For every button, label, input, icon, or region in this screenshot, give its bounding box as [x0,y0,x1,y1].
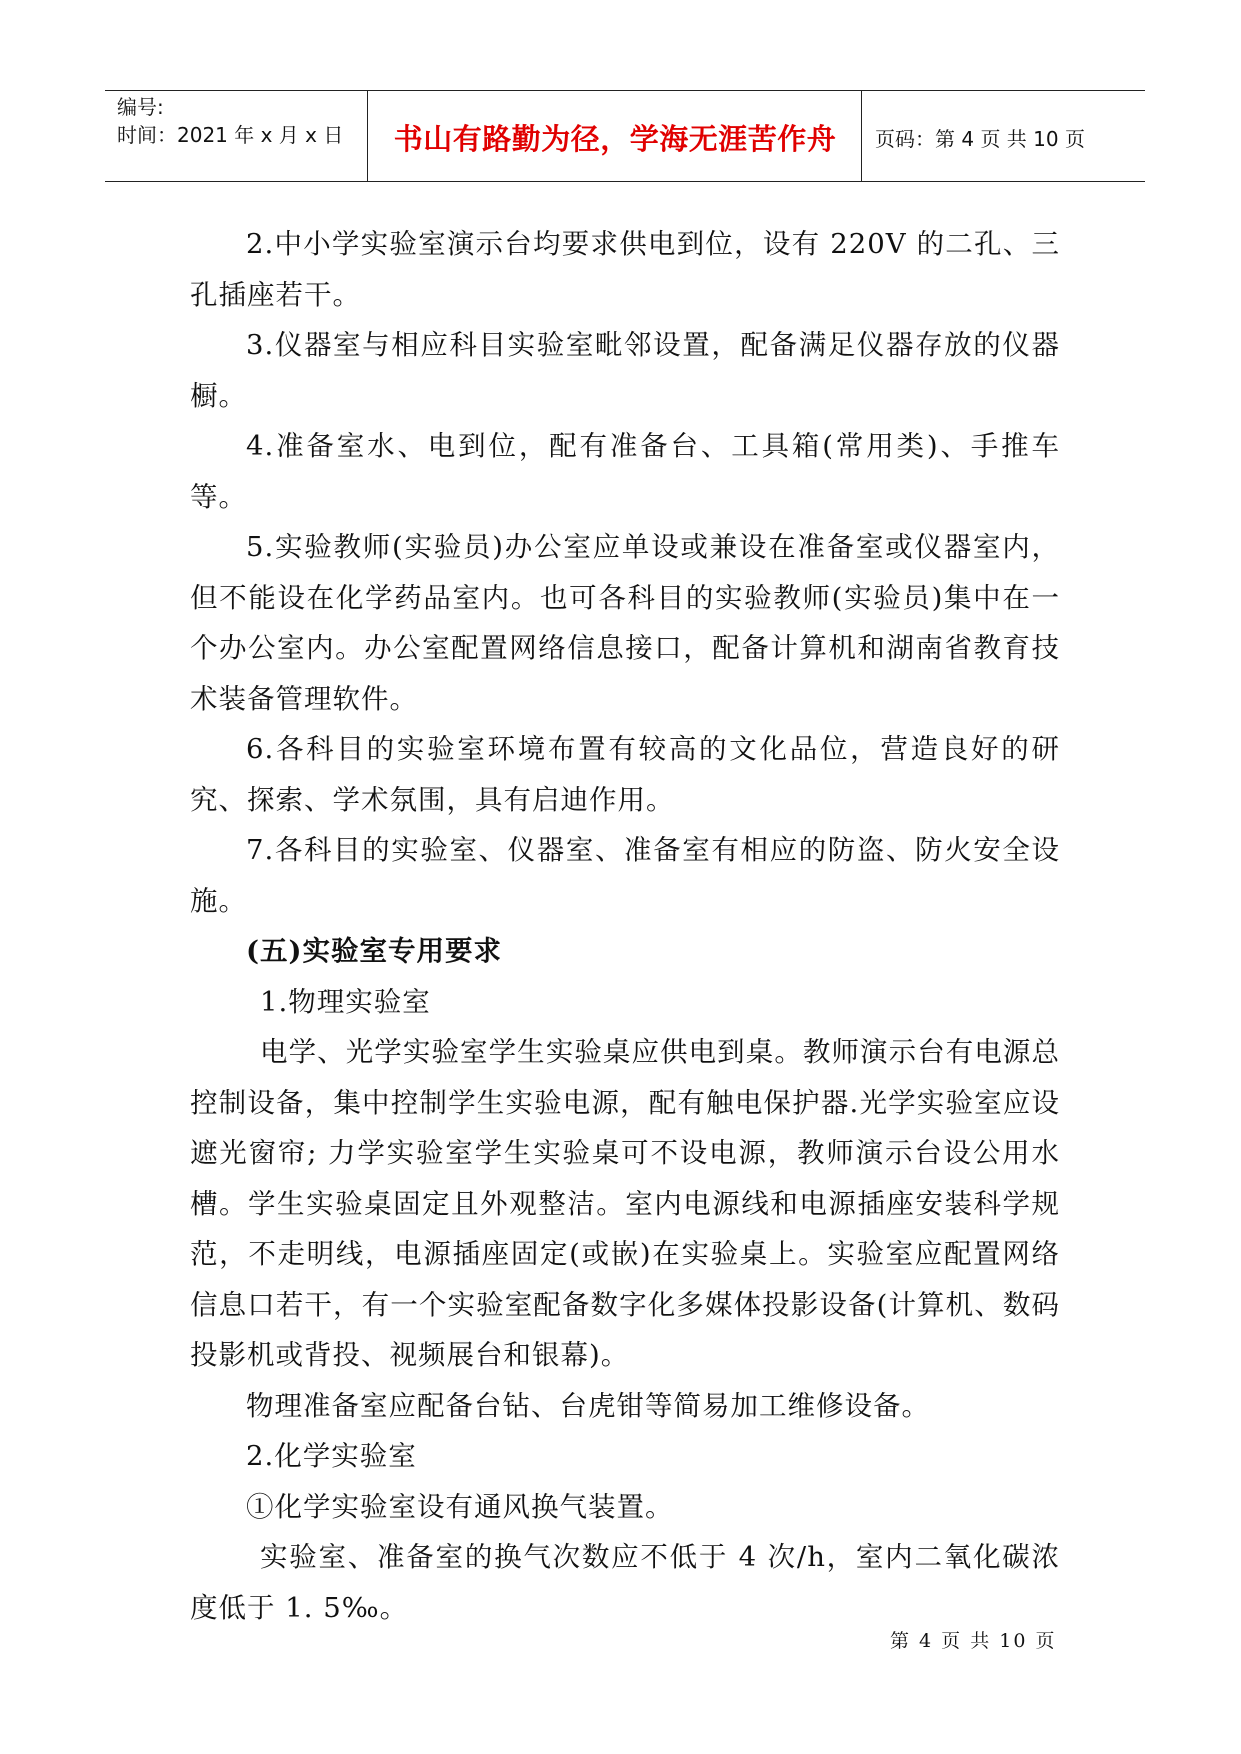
document-number-label: 编号: [117,95,164,119]
paragraph: 物理准备室应配备台钻、台虎钳等简易加工维修设备。 [246,1389,930,1422]
paragraph: 3.仪器室与相应科目实验室毗邻设置，配备满足仪器存放的仪器橱。 [190,329,1060,412]
subsection-heading: 1.物理实验室 [260,985,431,1018]
paragraph: ①化学实验室设有通风换气装置。 [246,1490,674,1523]
document-date-label: 时间：2021 年 x 月 x 日 [117,123,344,147]
header-page-info: 页码：第 4 页 共 10 页 [875,127,1085,151]
header-divider [367,91,368,181]
paragraph: 6.各科目的实验室环境布置有较高的文化品位，营造良好的研究、探索、学术氛围，具有启迪作用。 [190,733,1060,816]
paragraph: 7.各科目的实验室、仪器室、准备室有相应的防盗、防火安全设施。 [190,834,1060,917]
document-body [190,219,1060,1633]
page-footer: 第 4 页 共 10 页 [890,1630,1057,1652]
paragraph: 电学、光学实验室学生实验桌应供电到桌。教师演示台有电源总控制设备，集中控制学生实验电源，配有触电保护器.光学实验室应设遮光窗帘; 力学实验室学生实验桌可不设电源，教师演示台设公用水槽。学生实验桌固定且外观整洁。室内电源线和电源插座安装科学规范，不走明线，电源插座固定(或嵌)在实验桌上。实验室应配置网络信息口若干，有一个实验室配备数字化多媒体投影设备(计算机、数码投影机或背投、视频展台和银幕)。 [190,1036,1060,1371]
header-meta [117,93,367,149]
paragraph: 2.中小学实验室演示台均要求供电到位，设有 220V 的二孔、三孔插座若干。 [190,228,1060,311]
header-divider [861,91,862,181]
paragraph: 5.实验教师(实验员)办公室应单设或兼设在准备室或仪器室内，但不能设在化学药品室内。也可各科目的实验教师(实验员)集中在一个办公室内。办公室配置网络信息接口，配备计算机和湖南省教育技术装备管理软件。 [190,531,1060,715]
page-header [105,90,1145,182]
section-heading: (五)实验室专用要求 [246,935,503,967]
paragraph: 实验室、准备室的换气次数应不低于 4 次/h，室内二氧化碳浓度低于 1. 5‰。 [190,1541,1060,1624]
paragraph: 4.准备室水、电到位，配有准备台、工具箱(常用类)、手推车等。 [190,430,1060,513]
header-motto: 书山有路勤为径，学海无涯苦作舟 [393,122,837,156]
subsection-heading: 2.化学实验室 [246,1440,417,1472]
